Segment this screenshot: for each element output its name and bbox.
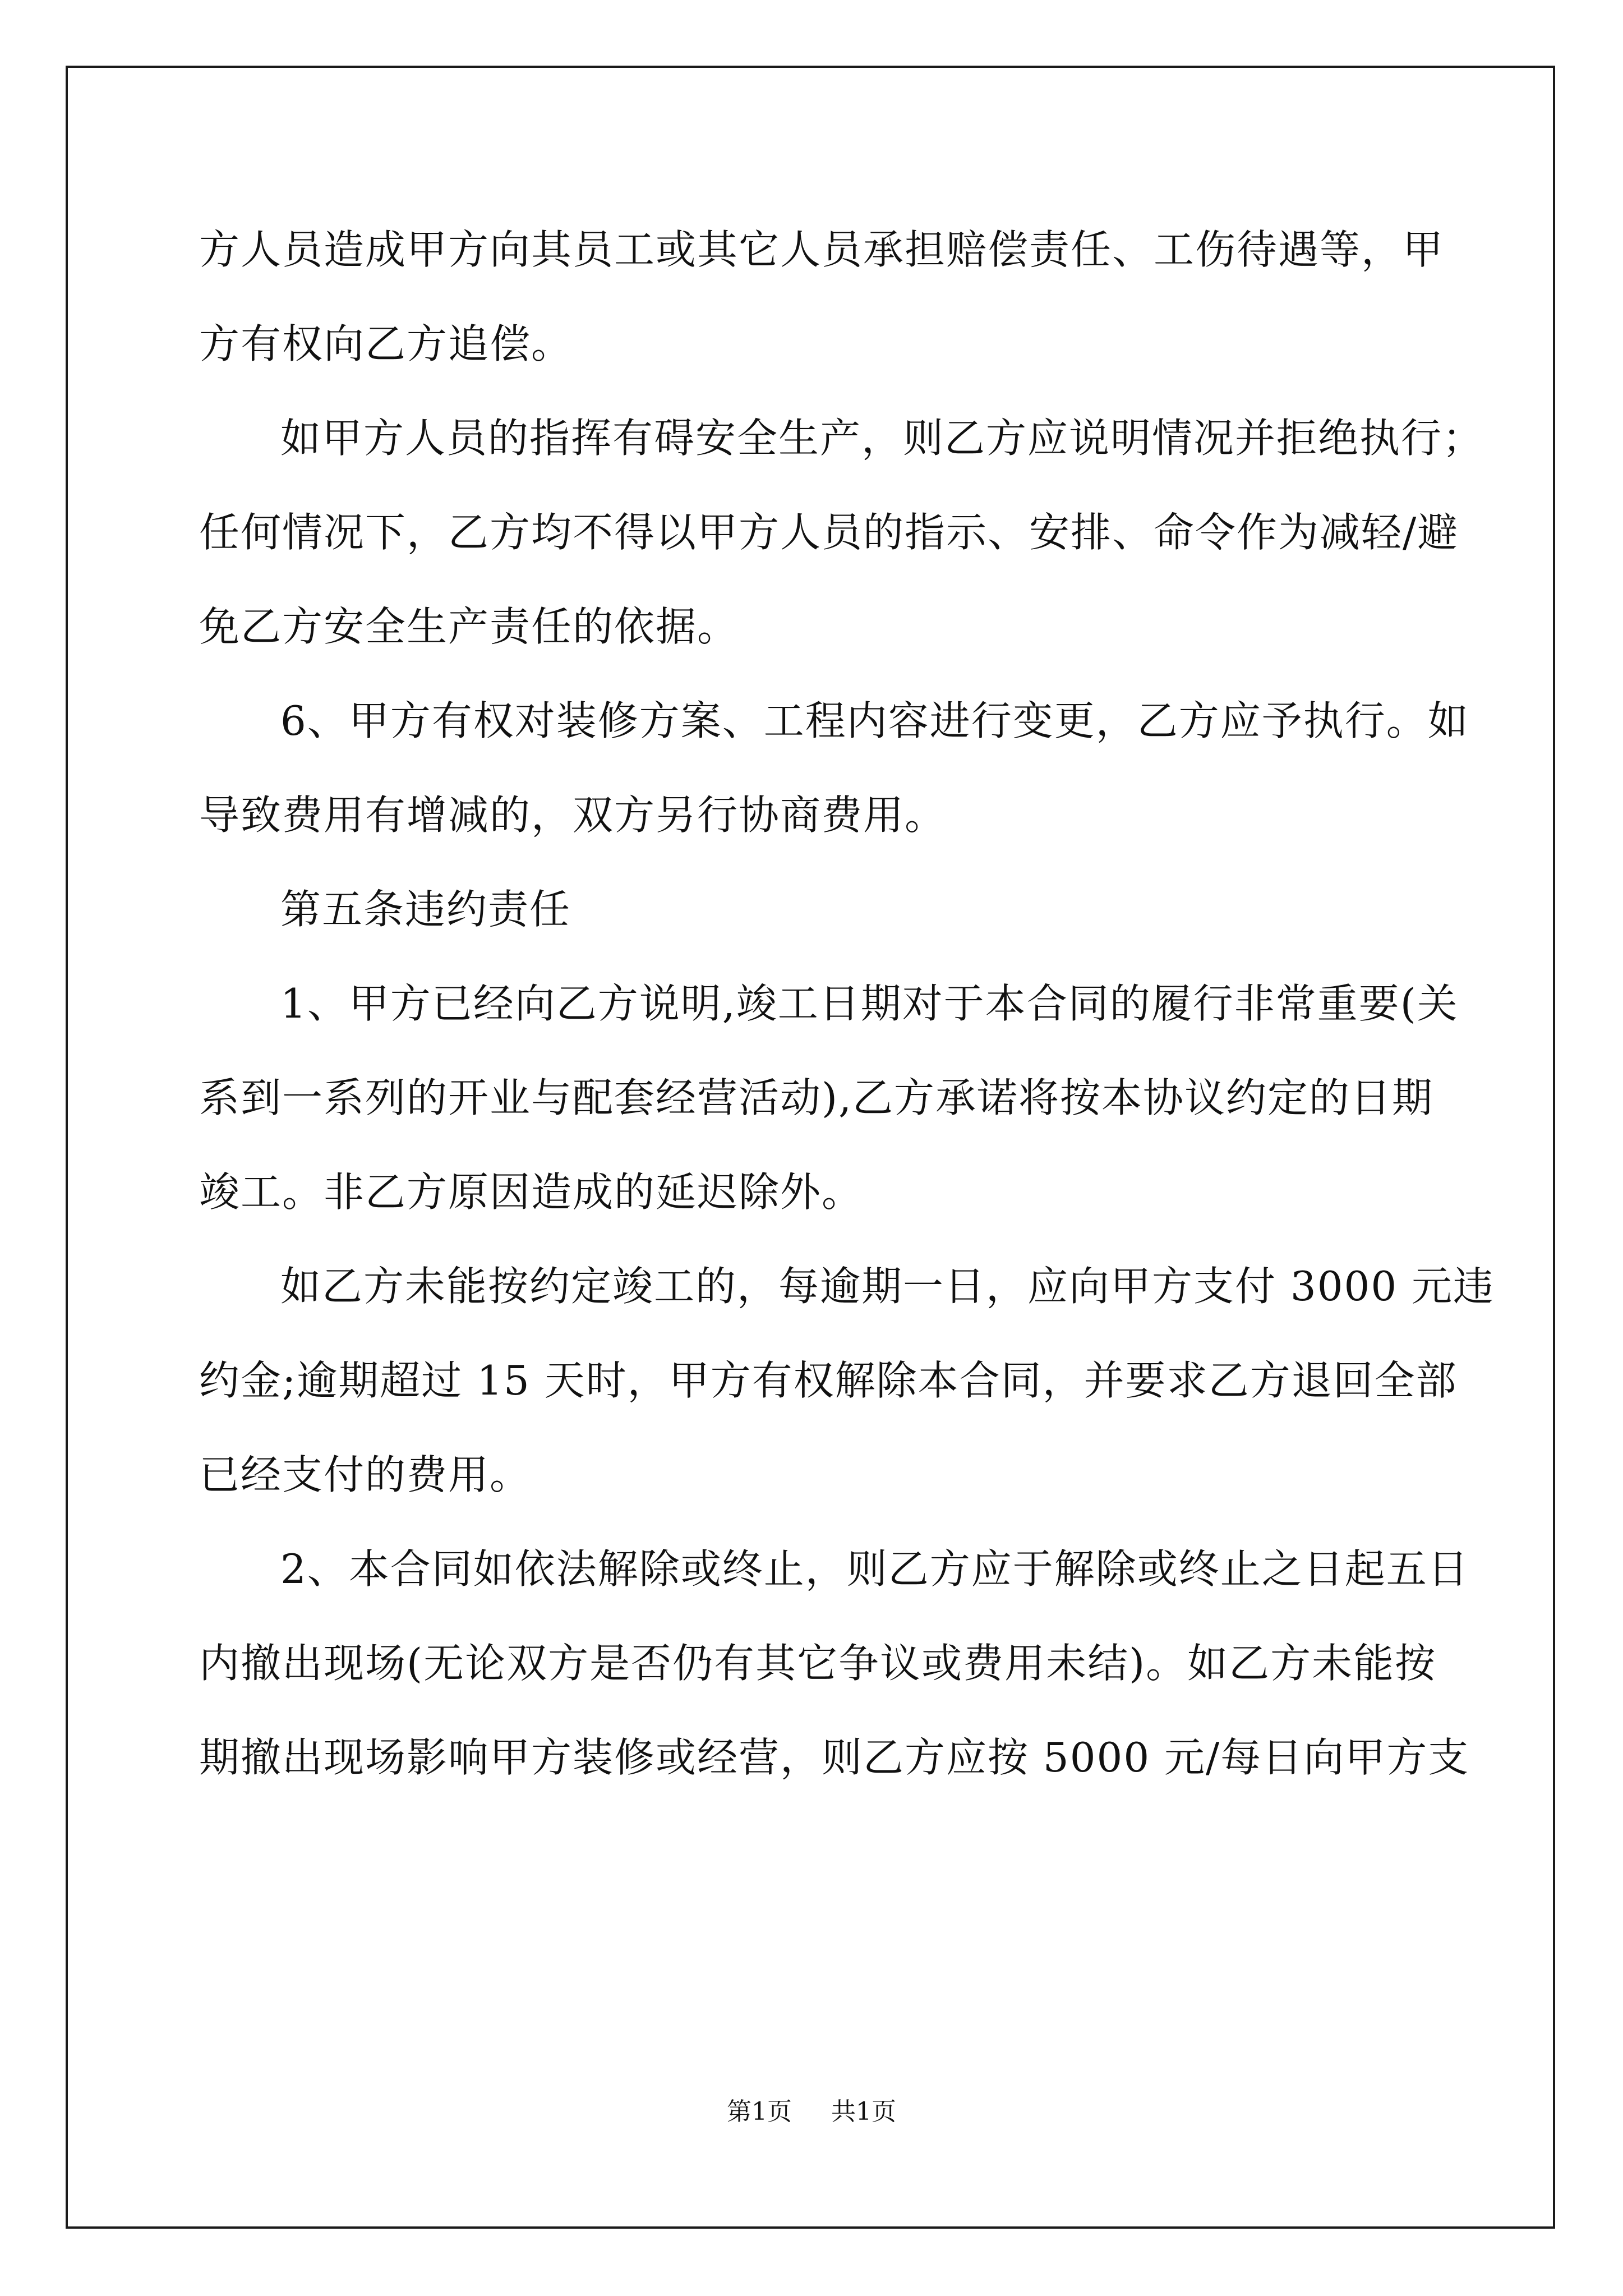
paragraph-start-line: 6、甲方有权对装修方案、工程内容进行变更，乙方应予执行。如 <box>280 697 1469 744</box>
paragraph-start-line: 2、本合同如依法解除或终止，则乙方应于解除或终止之日起五日 <box>280 1545 1469 1593</box>
section-heading: 第五条违约责任 <box>280 886 571 933</box>
text-line: 免乙方安全生产责任的依据。 <box>199 603 739 650</box>
page-total: 共1页 <box>831 2097 896 2126</box>
text-line: 约金;逾期超过 15 天时，甲方有权解除本合同，并要求乙方退回全部 <box>199 1357 1458 1404</box>
page-footer <box>0 2095 1623 2129</box>
text-line: 任何情况下，乙方均不得以甲方人员的指示、安排、命令作为减轻/避 <box>199 509 1459 556</box>
text-line: 方人员造成甲方向其员工或其它人员承担赔偿责任、工伤待遇等，甲 <box>199 226 1445 273</box>
text-line: 方有权向乙方追偿。 <box>199 320 573 367</box>
page-border <box>66 66 1555 2229</box>
text-line: 系到一系列的开业与配套经营活动),乙方承诺将按本协议约定的日期 <box>199 1074 1433 1121</box>
paragraph-start-line: 1、甲方已经向乙方说明,竣工日期对于本合同的履行非常重要(关 <box>280 980 1459 1027</box>
text-line: 期撤出现场影响甲方装修或经营，则乙方应按 5000 元/每日向甲方支 <box>199 1734 1470 1781</box>
text-line: 内撤出现场(无论双方是否仍有其它争议或费用未结)。如乙方未能按 <box>199 1640 1437 1687</box>
text-line: 已经支付的费用。 <box>199 1451 532 1498</box>
text-line: 竣工。非乙方原因造成的延迟除外。 <box>199 1168 864 1216</box>
page-number: 第1页 <box>727 2097 792 2126</box>
paragraph-start-line: 如甲方人员的指挥有碍安全生产，则乙方应说明情况并拒绝执行； <box>280 415 1484 462</box>
text-line: 导致费用有增减的，双方另行协商费用。 <box>199 792 947 839</box>
paragraph-start-line: 如乙方未能按约定竣工的，每逾期一日，应向甲方支付 3000 元违 <box>280 1263 1495 1310</box>
